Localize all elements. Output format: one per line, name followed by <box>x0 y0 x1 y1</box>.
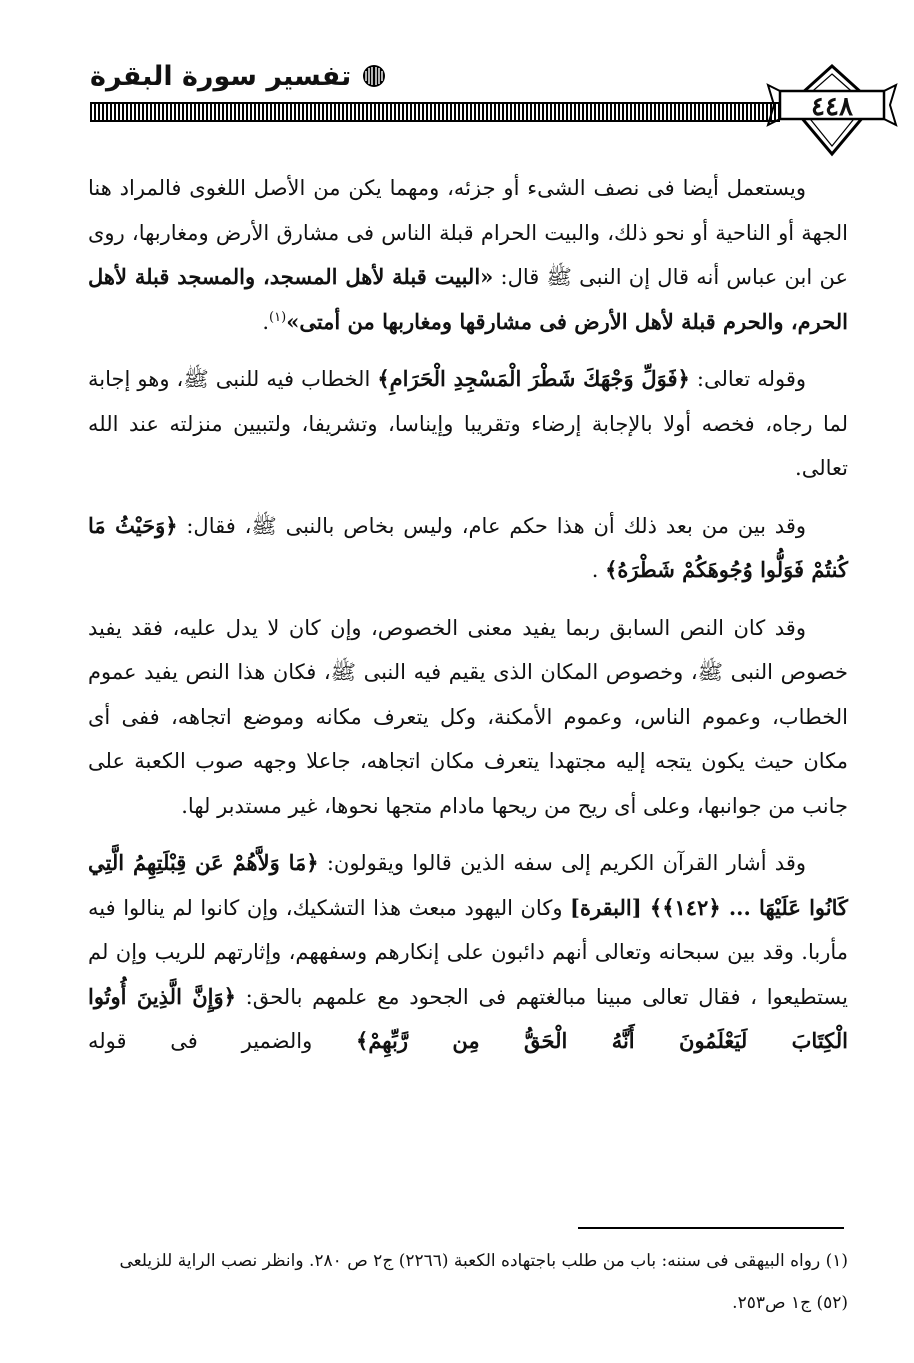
paragraph <box>88 504 848 593</box>
header-rule-bottom <box>90 120 780 122</box>
page-header <box>0 0 914 160</box>
footnote <box>70 1240 848 1324</box>
paragraph: وقد كان النص السابق ربما يفيد معنى الخصوص، وإن كان لا يدل عليه، فقد يفيد خصوص النبى ﷺ، وخصوص المكان الذى يقيم فيه النبى ﷺ، فكان هذا النص يفيد عموم الخطاب، وعموم الناس، وعموم الأمكنة، وكل يتعرف مكانه وموضع اتجاهه، ففى أى مكان حيث يكون يتجه إليه مجتهدا يتعرف مكان اتجاهه، جاعلا وجهه صوب الكعبة على جانب من جوانبها، وعلى أى ريح من ريحها مادام متجها نحوها، غير مستدبر لها. <box>88 615 848 818</box>
footnote-separator <box>578 1227 844 1229</box>
footnote-ref: (١) <box>269 309 287 325</box>
footnote-line: (٥٢) ج١ ص٢٥٣. <box>732 1293 848 1313</box>
text-run: ويستعمل أيضا فى نصف الشىء أو جزئه، ومهما يكن من الأصل اللغوى فالمراد هنا الجهة أو الناحية أو نحو ذلك، والبيت الحرام قبلة الناس فى مشارق الأرض ومغاربها، روى عن ابن عباس أنه قال إن النبى ﷺ قال: <box>88 176 848 289</box>
paragraph <box>88 166 848 344</box>
body-text <box>88 166 848 1077</box>
text-run: الخطاب فيه للنبى ﷺ، وهو إجابة لما رجاه، فخصه أولا بالإجابة إرضاء وتقريبا وإيناسا، وتشريفا، ولتبيين منزلته عند الله تعالى. <box>88 367 848 480</box>
text-run: . <box>591 558 606 582</box>
page-number-badge <box>766 64 898 160</box>
text-run: والضمير فى قوله <box>88 1029 357 1053</box>
running-title: تفسير سورة البقرة <box>90 60 352 92</box>
text-run: وكان اليهود مبعث هذا التشكيك، وإن كانوا لم ينالوا فيه مأربا. وقد بين سبحانه وتعالى أنهم دائبون على إنكارهم وسفههم، وإثارتهم للريب وإن لم يستطيعوا ، فقال تعالى مبينا مبالغتهم فى الجحود مع علمهم بالحق: <box>88 895 848 1009</box>
footnote-line: (١) رواه البيهقى فى سننه: باب من طلب باجتهاده الكعبة (٢٢٦٦) ج٢ ص ٢٨٠. وانظر نصب الراية للزيلعى <box>119 1251 848 1271</box>
paragraph <box>88 841 848 1064</box>
quran-verse: ﴿وَحَيْثُ مَا كُنتُمْ فَوَلُّوا وُجُوهَكُمْ شَطْرَهُ﴾ <box>88 512 848 582</box>
hadith-quote: «البيت قبلة لأهل المسجد، والمسجد قبلة لأهل الحرم، والحرم قبلة لأهل الأرض فى مشارقها ومغاربها من أمتى» <box>88 264 848 334</box>
text-run: وقد أشار القرآن الكريم إلى سفه الذين قالوا ويقولون: <box>318 851 806 875</box>
quran-verse: ﴿وَإِنَّ الَّذِينَ أُوتُوا الْكِتَابَ لَيَعْلَمُونَ أَنَّهُ الْحَقُّ مِن رَّبِّهِمْ﴾ <box>88 983 849 1053</box>
text-run: وقد بين من بعد ذلك أن هذا حكم عام، وليس بخاص بالنبى ﷺ، فقال: <box>177 513 807 538</box>
quran-verse: ﴿فَوَلِّ وَجْهَكَ شَطْرَ الْمَسْجِدِ الْحَرَامِ﴾ <box>377 366 690 391</box>
text-run: . <box>262 309 270 334</box>
flower-ornament-icon <box>361 63 387 89</box>
paragraph <box>88 357 848 491</box>
running-header <box>90 56 380 96</box>
page-number: ٤٤٨ <box>811 92 853 122</box>
text-run: وقوله تعالى: <box>689 367 806 391</box>
quran-verse: ﴿مَا وَلاَّهُمْ عَن قِبْلَتِهِمُ الَّتِي كَانُوا عَلَيْهَا ... ﴿١٤٢﴾﴾ <box>88 850 849 920</box>
surah-reference: [البقرة] <box>570 894 650 920</box>
header-hatched-rule <box>90 104 780 120</box>
